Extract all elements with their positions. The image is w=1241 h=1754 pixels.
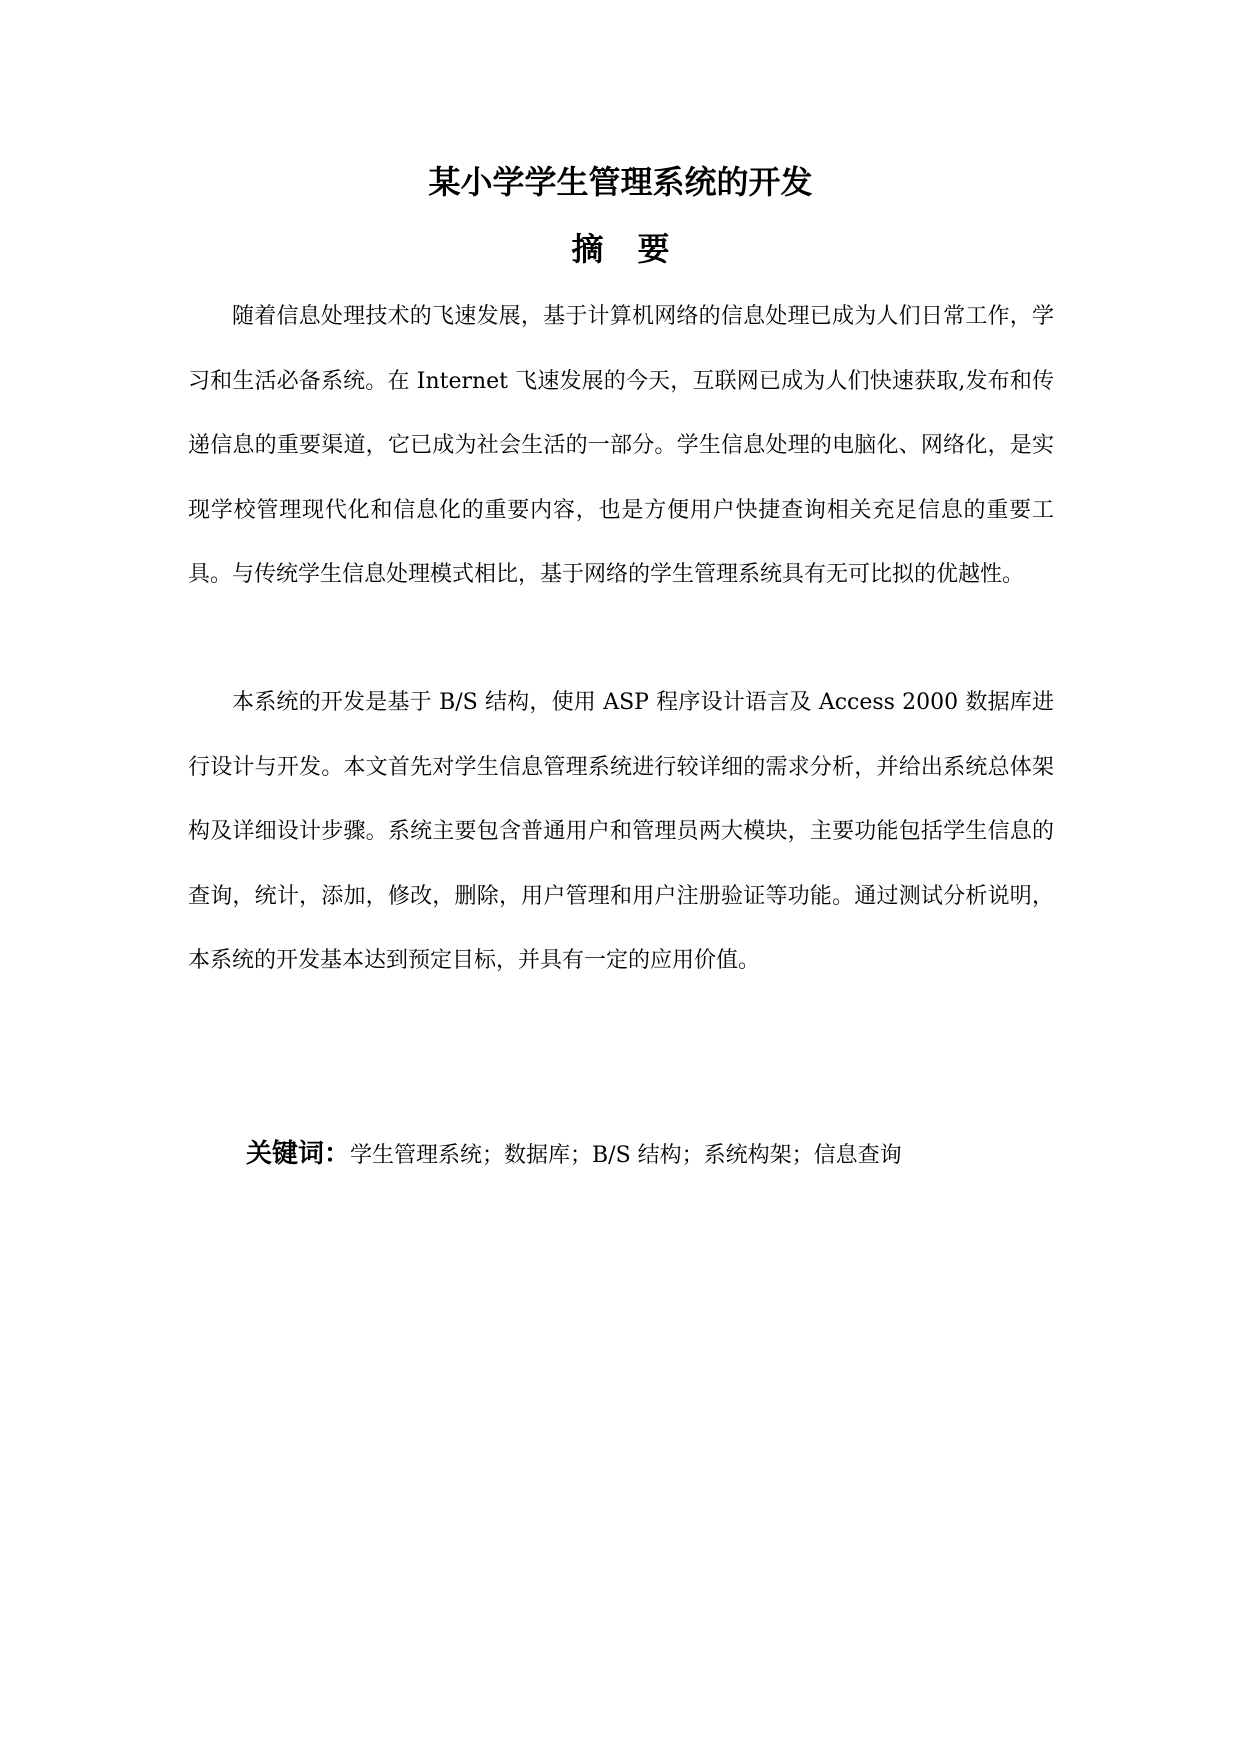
keywords-label: 关键词： [246,1139,351,1169]
abstract-paragraph-1: 随着信息处理技术的飞速发展，基于计算机网络的信息处理已成为人们日常工作，学习和生活必备系统。在 Internet 飞速发展的今天，互联网已成为人们快速获取,发布和传递信息的重要渠道，它已成为社会生活的一部分。学生信息处理的电脑化、网络化，是实现学校管理现代化和信息化的重要内容，也是方便用户快捷查询相关充足信息的重要工具。与传统学生信息处理模式相比，基于网络的学生管理系统具有无可比拟的优越性。 [188,304,1054,587]
keywords-line [246,1134,902,1176]
abstract-heading: 摘要 [571,230,704,268]
abstract-paragraph-2: 本系统的开发是基于 B/S 结构，使用 ASP 程序设计语言及 Access 2000 数据库进行设计与开发。本文首先对学生信息管理系统进行较详细的需求分析，并给出系统总体架构及详细设计步骤。系统主要包含普通用户和管理员两大模块，主要功能包括学生信息的查询，统计，添加，修改，删除，用户管理和用户注册验证等功能。通过测试分析说明，本系统的开发基本达到预定目标，并具有一定的应用价值。 [188,690,1054,973]
keywords-list: 学生管理系统；数据库；B/S 结构；系统构架；信息查询 [350,1143,902,1168]
document-title: 某小学学生管理系统的开发 [428,163,813,201]
